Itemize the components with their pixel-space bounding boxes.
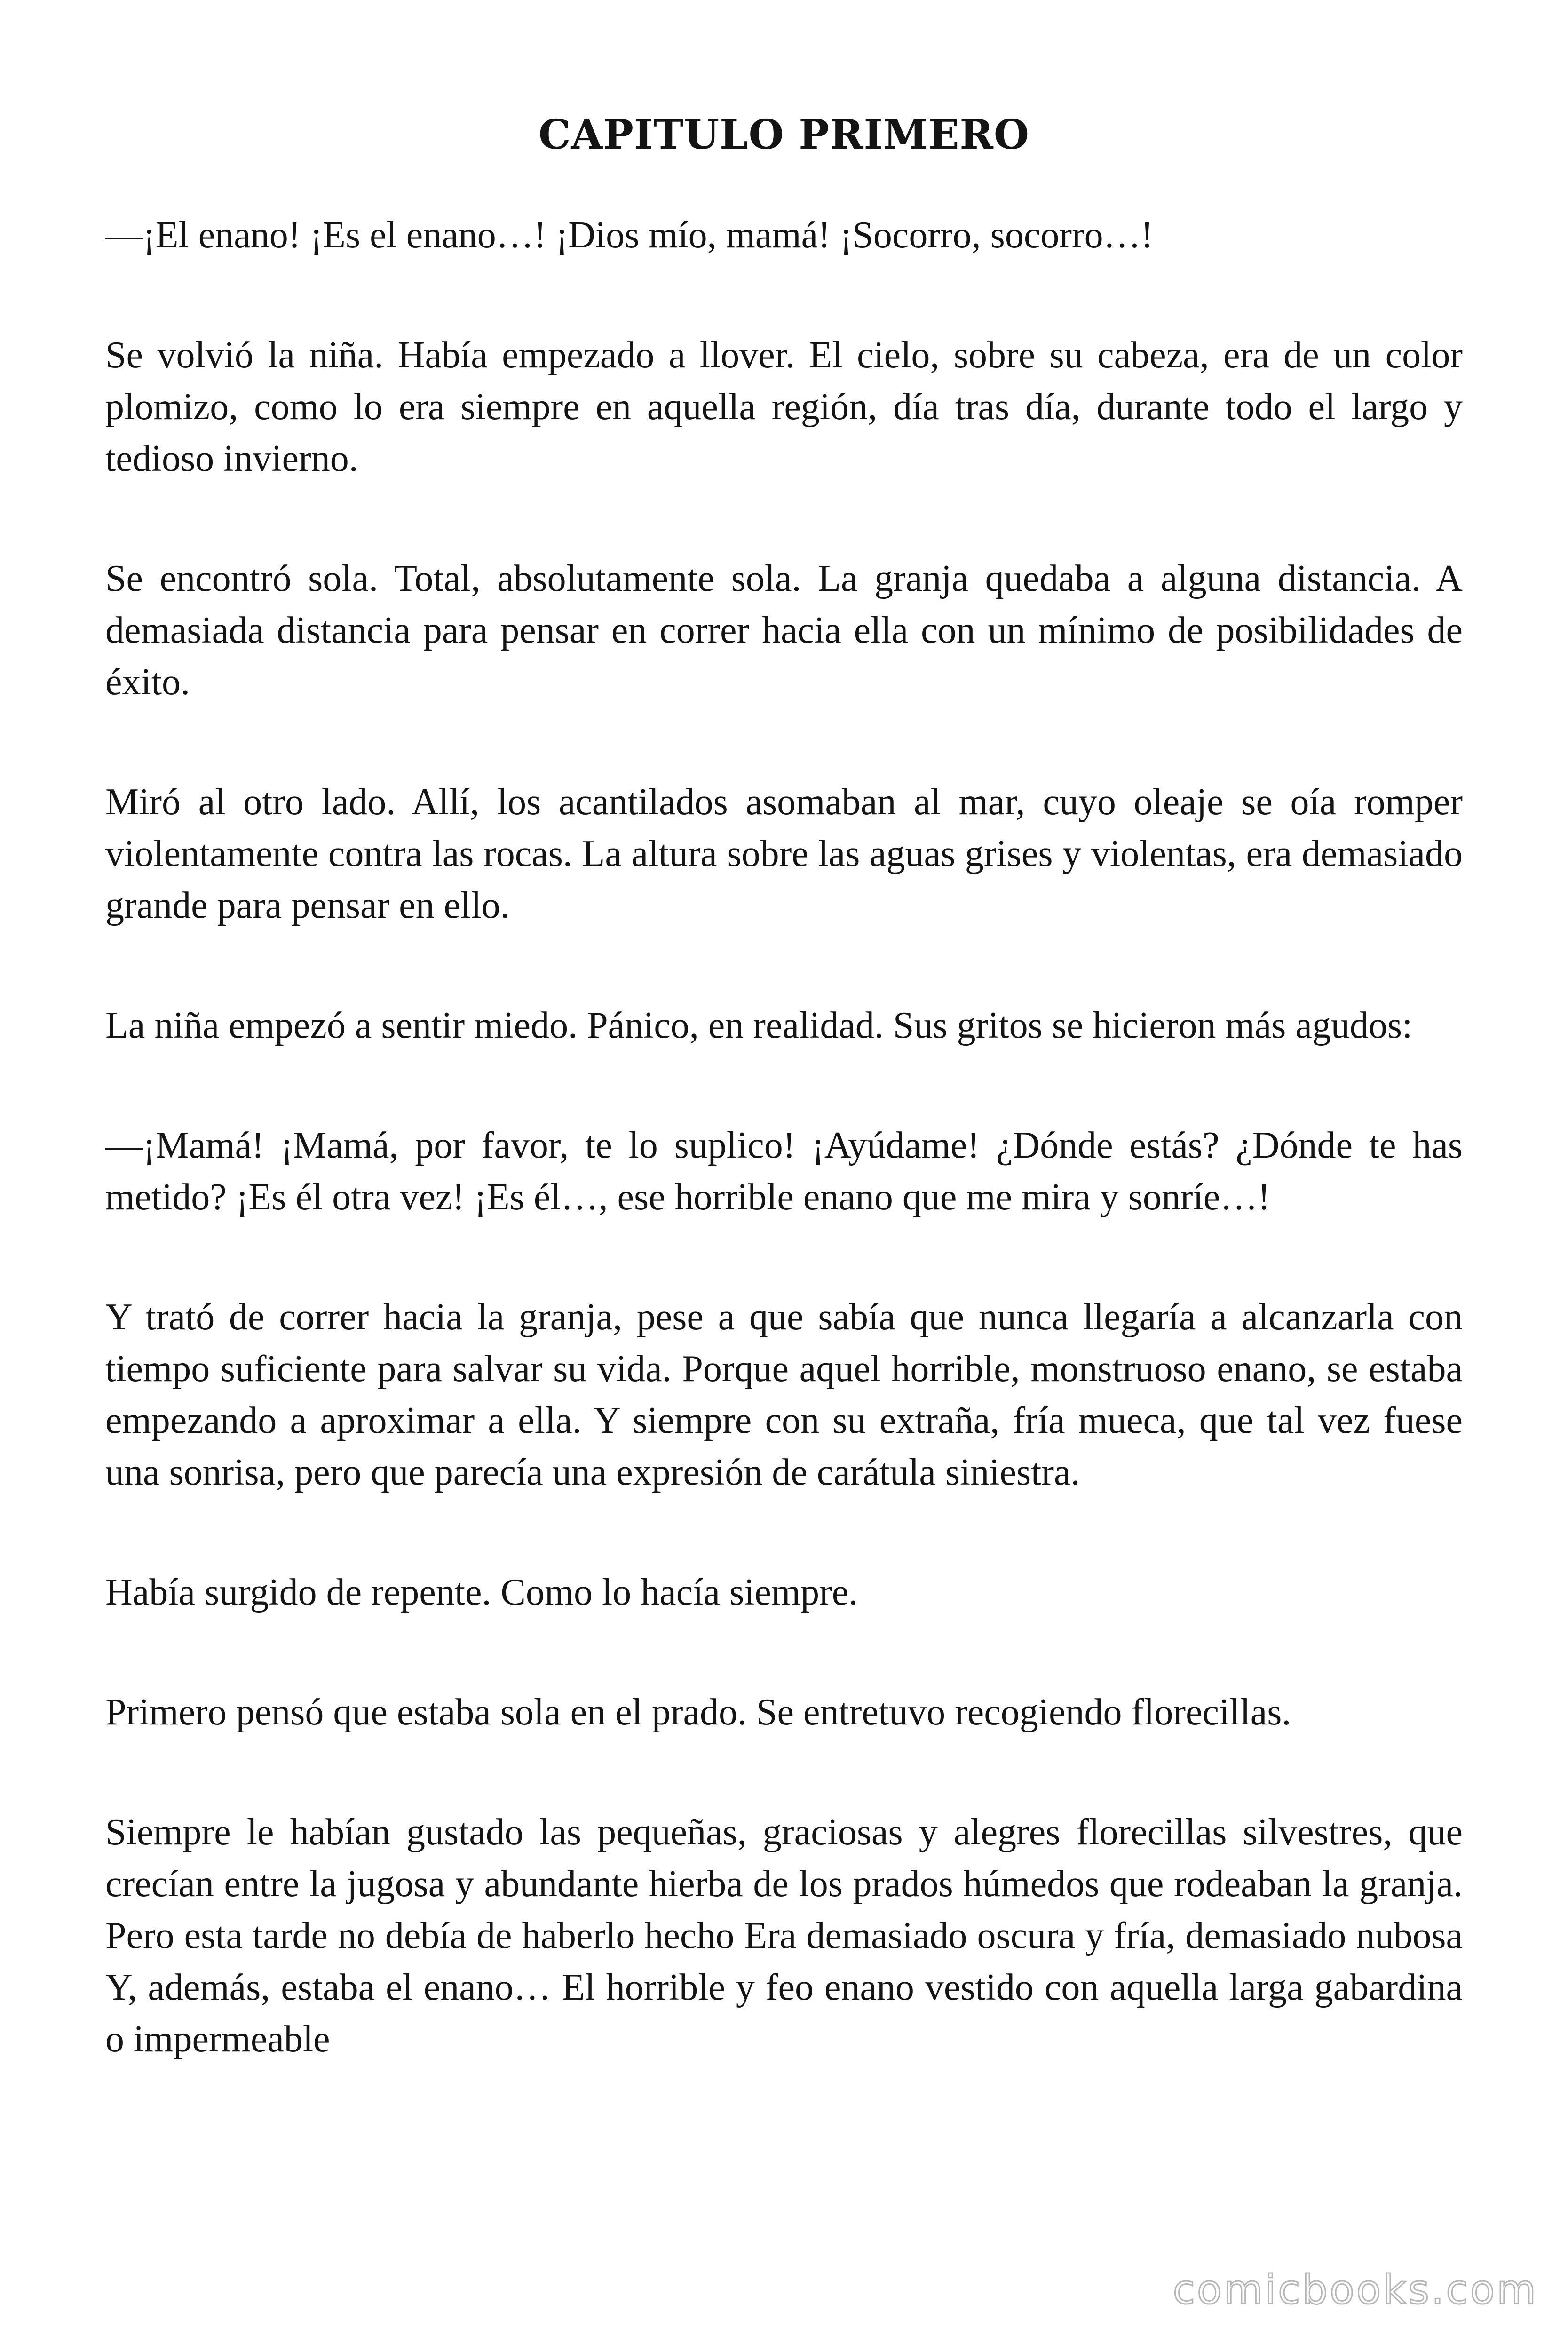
- paragraph: Primero pensó que estaba sola en el prado. Se entretuvo recogiendo florecillas.: [105, 1692, 1291, 1733]
- paragraph: Siempre le habían gustado las pequeñas, graciosas y alegres florecillas silvestres, que crecían entre la jugosa y abundante hierba de los prados húmedos que rodeaban la granja. Pero esta tarde no debía de haberlo hecho Era demasiado oscura y fría, demasiado nubosa Y, además, estaba el enano… El horrible y feo enano vestido con aquella larga gabardina o impermeable: [105, 1812, 1463, 2060]
- paragraph: Y trató de correr hacia la granja, pese a que sabía que nunca llegaría a alcanzarla con tiempo suficiente para salvar su vida. Porque aquel horrible, monstruoso enano, se estaba empezando a aproximar a ella. Y siempre con su extraña, fría mueca, que tal vez fuese una sonrisa, pero que parecía una expresión de carátula siniestra.: [105, 1296, 1463, 1493]
- paragraph: —¡El enano! ¡Es el enano…! ¡Dios mío, mamá! ¡Socorro, socorro…!: [105, 215, 1154, 256]
- paragraph: —¡Mamá! ¡Mamá, por favor, te lo suplico! ¡Ayúdame! ¿Dónde estás? ¿Dónde te has metido? ¡Es él otra vez! ¡Es él…, ese horrible enano que me mira y sonríe…!: [105, 1125, 1463, 1218]
- paragraph: Había surgido de repente. Como lo hacía siempre.: [105, 1572, 858, 1613]
- paragraph: Se volvió la niña. Había empezado a llover. El cielo, sobre su cabeza, era de un color plomizo, como lo era siempre en aquella región, día tras día, durante todo el largo y tedioso invierno.: [105, 334, 1463, 479]
- paragraph: Miró al otro lado. Allí, los acantilados asomaban al mar, cuyo oleaje se oía romper violentamente contra las rocas. La altura sobre las aguas grises y violentas, era demasiado grande para pensar en ello.: [105, 781, 1463, 926]
- paragraph: La niña empezó a sentir miedo. Pánico, en realidad. Sus gritos se hicieron más agudos:: [105, 1005, 1413, 1046]
- paragraph: Se encontró sola. Total, absolutamente sola. La granja quedaba a alguna distancia. A demasiada distancia para pensar en correr hacia ella con un mínimo de posibilidades de éxito.: [105, 558, 1463, 703]
- chapter-body: [105, 209, 1463, 2065]
- chapter-title: CAPITULO PRIMERO: [539, 111, 1029, 159]
- watermark: comicbooks.com: [1172, 2266, 1538, 2313]
